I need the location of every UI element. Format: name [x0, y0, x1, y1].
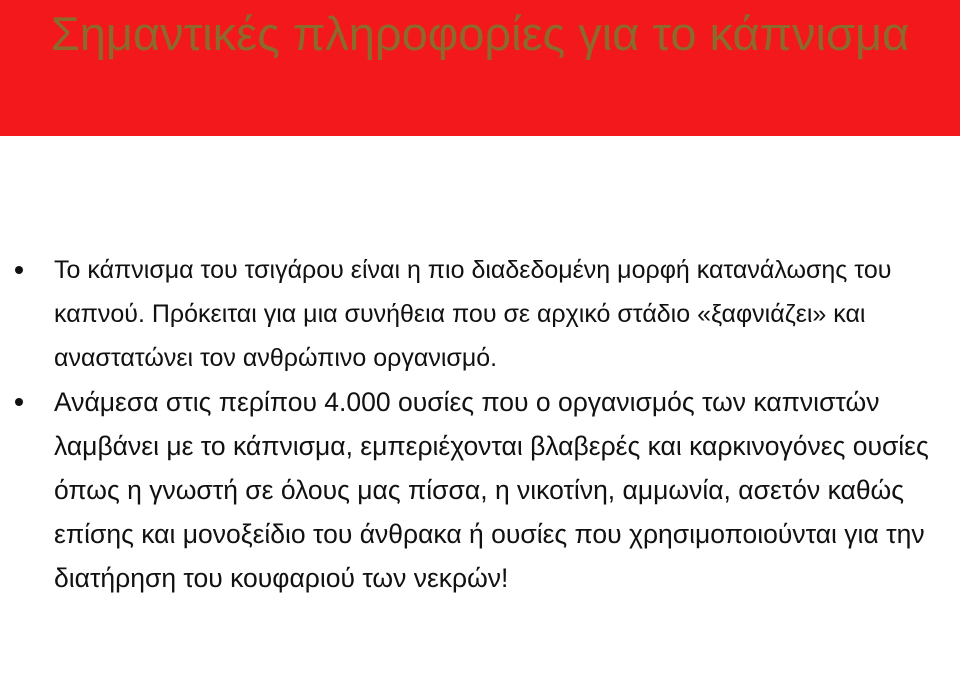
title-band [0, 0, 960, 136]
bullet-list [0, 248, 960, 600]
bullet-text: Ανάμεσα στις περίπου 4.000 ουσίες που ο οργανισμός των καπνιστών λαμβάνει με το κάπνισμα, εμπεριέχονται βλαβερές και καρκινογόνες ουσίες όπως η γνωστή σε όλους μας πίσσα, η νικοτίνη, αμμωνία, ασετόν καθώς επίσης και μονοξείδιο του άνθρακα ή ουσίες που χρησιμοποιούνται για την διατήρηση του κουφαριού των νεκρών! [54, 387, 929, 593]
bullet-dot-icon [15, 398, 23, 406]
bullet-item [0, 248, 960, 380]
slide-title: Σημαντικές πληροφορίες για το κάπνισμα [50, 7, 910, 60]
bullet-dot-icon [15, 266, 23, 274]
bullet-item [0, 380, 960, 600]
bullet-text: Το κάπνισμα του τσιγάρου είναι η πιο διαδεδομένη μορφή κατανάλωσης του καπνού. Πρόκειται για μια συνήθεια που σε αρχικό στάδιο «ξαφνιάζει» και αναστατώνει τον ανθρώπινο οργανισμό. [54, 256, 892, 372]
